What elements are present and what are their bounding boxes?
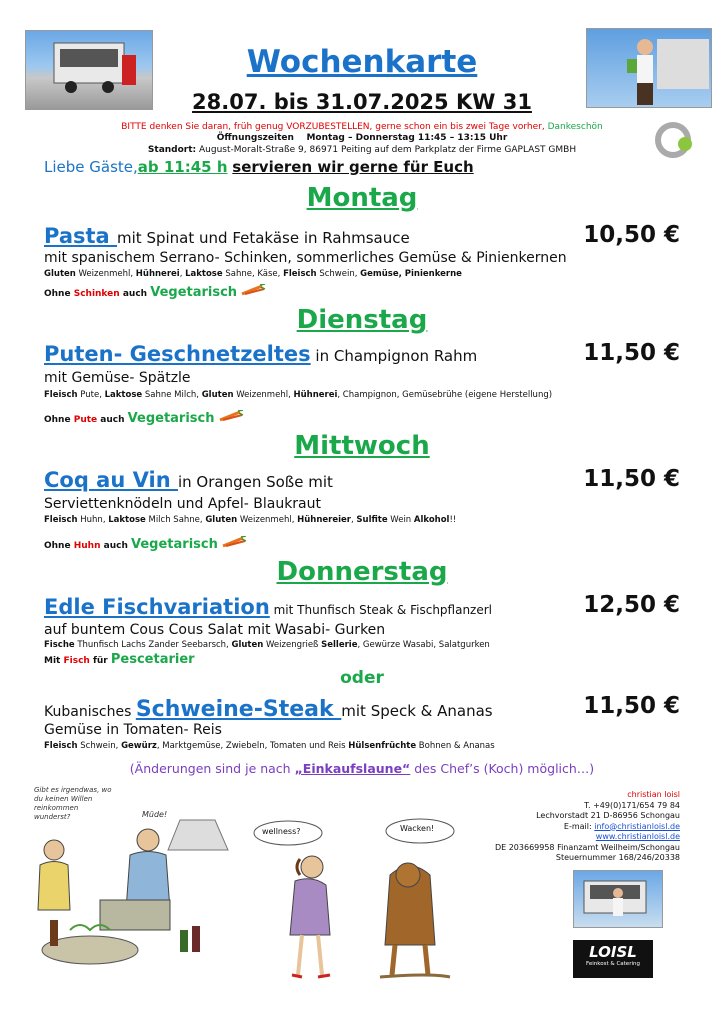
price-alternative: 11,50 €	[583, 693, 680, 719]
notice-text: BITTE denken Sie daran, früh genug VORZUBESTELLEN, gerne schon ein bis zwei Tage vorher,	[121, 122, 545, 132]
wellness-cartoon	[240, 815, 485, 985]
allergen-bold: Laktose	[104, 390, 143, 400]
notice-thanks: Dankeschön	[547, 122, 603, 132]
allergen-detail: ,	[350, 515, 357, 525]
price-montag: 10,50 €	[583, 222, 680, 248]
veg-joiner: auch	[103, 541, 128, 551]
location-value: August-Moralt-Straße 9, 86971 Peiting auf dem Parkplatz der Firme GAPLAST GMBH	[199, 145, 577, 155]
price-donnerstag: 12,50 €	[583, 592, 680, 618]
dish-name: Schweine-Steak	[135, 697, 342, 722]
oder-label: oder	[340, 668, 384, 688]
veg-label: Vegetarisch	[150, 285, 238, 300]
day-heading-dienstag: Dienstag	[296, 305, 428, 335]
changes-note	[0, 761, 724, 776]
vegetable-icon	[240, 289, 266, 299]
allergen-bold: Fleisch	[44, 741, 78, 751]
contact-phone: T. +49(0)171/654 79 84	[584, 800, 680, 810]
allergen-detail: , Marktgemüse, Zwiebeln, Tomaten und Reis	[156, 741, 349, 751]
allergen-bold: Fische	[44, 640, 75, 650]
day-heading-mittwoch: Mittwoch	[294, 431, 430, 461]
changes-post: des Chef’s (Koch) möglich…)	[410, 761, 595, 776]
contact-block	[495, 790, 680, 864]
veg-prefix: Mit	[44, 656, 61, 666]
veg-option-mittwoch	[44, 536, 247, 552]
chef-truck-photo	[573, 870, 663, 928]
allergen-detail: , Champignon, Gemüsebrühe (eigene Herstellung)	[337, 390, 553, 400]
page-title: Wochenkarte	[246, 44, 478, 80]
greeting-time: ab 11:45 h	[137, 158, 228, 176]
dish-desc: mit Spinat und Fetakäse in Rahmsauce	[117, 229, 410, 247]
allergen-detail: !!	[449, 515, 457, 525]
allergen-bold: Hühnerei	[293, 390, 338, 400]
vegetable-icon	[218, 415, 244, 425]
dish-name: Pasta	[44, 224, 118, 248]
allergen-detail: Bohnen & Ananas	[416, 741, 495, 751]
price-mittwoch: 11,50 €	[583, 466, 680, 492]
allergen-bold: Laktose	[185, 269, 223, 279]
allergen-detail: Schwein,	[77, 741, 122, 751]
veg-option-dienstag	[44, 410, 244, 426]
allergen-bold: Hühnerei	[135, 269, 180, 279]
veg-option-montag	[44, 284, 266, 300]
veg-prefix: Ohne	[44, 415, 71, 425]
email-link[interactable]: info@christianloisl.de	[594, 821, 680, 831]
allergen-detail: Weizenmehl,	[75, 269, 136, 279]
allergen-bold: Gemüse, Pinienkerne	[360, 269, 462, 279]
veg-label: Vegetarisch	[127, 411, 215, 426]
contact-name: christian loisl	[627, 790, 680, 799]
allergen-bold: Laktose	[108, 515, 146, 525]
dish-desc: mit Thunfisch Steak & Fischpflanzerl	[269, 603, 493, 617]
veg-prefix: Ohne	[44, 289, 71, 299]
dish-desc: mit Speck & Ananas	[341, 702, 493, 720]
allergen-detail: Huhn,	[77, 515, 109, 525]
dish-prefix: Kubanisches	[44, 704, 136, 720]
allergen-detail: , Gewürze Wasabi, Salatgurken	[357, 640, 490, 650]
allergen-detail: Thunfisch Lachs Zander Seebarsch,	[74, 640, 232, 650]
allergen-bold: Gluten	[231, 640, 264, 650]
veg-item: Pute	[73, 415, 98, 425]
logo-subtitle: Feinkost & Catering	[586, 961, 640, 967]
allergens-montag	[44, 269, 462, 279]
speech-wacken: Wacken!	[400, 824, 435, 833]
dish-line2-dienstag: mit Gemüse- Spätzle	[44, 370, 191, 386]
cartoon-speech-2: Müde!	[142, 810, 168, 819]
speech-wellness: wellness?	[262, 827, 301, 836]
allergens-mittwoch	[44, 515, 456, 525]
allergen-bold: Fleisch	[44, 515, 78, 525]
dish-desc: in Orangen Soße mit	[177, 473, 333, 491]
greeting-prefix: Liebe Gäste,	[44, 158, 138, 176]
dish-line2-mittwoch: Serviettenknödeln und Apfel- Blaukraut	[44, 496, 321, 512]
allergen-detail: Sahne Milch,	[142, 390, 202, 400]
allergen-bold: Fleisch	[283, 269, 317, 279]
order-notice	[0, 122, 724, 132]
veg-label: Vegetarisch	[131, 537, 218, 552]
allergen-bold: Gluten	[44, 269, 76, 279]
allergen-bold: Gluten	[205, 515, 238, 525]
allergen-bold: Gewürz	[121, 741, 157, 751]
website-link[interactable]: www.christianloisl.de	[595, 832, 680, 841]
hours-label: Öffnungszeiten	[216, 133, 294, 143]
dish-line2-montag: mit spanischem Serrano- Schinken, sommerliches Gemüse & Pinienkernen	[44, 250, 567, 266]
contact-taxnr: Steuernummer 168/246/20338	[555, 853, 680, 862]
loisl-logo	[573, 940, 653, 978]
veg-joiner: auch	[100, 415, 125, 425]
allergens-alternative	[44, 741, 495, 751]
allergen-detail: Weizenmehl,	[237, 515, 298, 525]
allergen-bold: Alkohol	[413, 515, 450, 525]
allergen-detail: Wein	[387, 515, 414, 525]
greeting	[44, 158, 474, 176]
dish-donnerstag	[44, 595, 492, 619]
kitchen-cartoon	[30, 780, 230, 980]
veg-joiner: auch	[122, 289, 148, 299]
veg-item: Schinken	[73, 289, 120, 299]
allergen-detail: Schwein,	[316, 269, 361, 279]
allergen-detail: Weizenmehl,	[233, 390, 294, 400]
contact-tax: DE 203669958 Finanzamt Weilheim/Schongau	[494, 842, 680, 852]
allergen-bold: Gluten	[201, 390, 234, 400]
allergen-bold: Sulfite	[356, 515, 388, 525]
location	[0, 145, 724, 155]
dish-montag	[44, 224, 410, 248]
allergen-bold: Sellerie	[321, 640, 358, 650]
allergens-dienstag	[44, 390, 552, 400]
veg-item: Fisch	[63, 656, 90, 666]
email-label: E-mail:	[563, 821, 592, 831]
dish-name: Puten- Geschnetzeltes	[44, 342, 311, 366]
allergen-detail: Milch Sahne,	[145, 515, 206, 525]
veg-item: Huhn	[73, 541, 101, 551]
allergen-detail: Weizengrieß	[263, 640, 322, 650]
dish-name: Edle Fischvariation	[44, 595, 270, 619]
allergens-donnerstag	[44, 640, 490, 650]
veg-prefix: Ohne	[44, 541, 71, 551]
allergen-bold: Hühnereier	[297, 515, 351, 525]
cartoon-speech-1: Gibt es irgendwas, wo du keinen Willen reinkommen wunderst?	[34, 786, 112, 821]
greeting-suffix: servieren wir gerne für Euch	[232, 158, 474, 176]
contact-address: Lechvorstadt 21 D-86956 Schongau	[536, 811, 680, 820]
changes-pre: (Änderungen sind je nach	[129, 761, 295, 776]
allergen-bold: Hülsenfrüchte	[348, 741, 417, 751]
pescetarian-option	[44, 652, 195, 667]
veg-label: Pescetarier	[110, 652, 195, 667]
date-range: 28.07. bis 31.07.2025 KW 31	[192, 90, 532, 114]
price-dienstag: 11,50 €	[583, 340, 680, 366]
dish-name: Coq au Vin	[44, 468, 178, 492]
day-heading-montag: Montag	[306, 183, 418, 213]
changes-emphasis: „Einkaufslaune“	[294, 761, 411, 776]
allergen-detail: Sahne, Käse,	[222, 269, 284, 279]
logo-text: LOISL	[589, 943, 637, 961]
dish-line2-donnerstag: auf buntem Cous Cous Salat mit Wasabi- Gurken	[44, 622, 386, 638]
dish-desc: in Champignon Rahm	[310, 347, 478, 365]
veg-joiner: für	[92, 656, 108, 666]
vegetable-icon	[221, 541, 247, 551]
dish-alternative	[44, 697, 493, 722]
allergen-detail: ,	[179, 269, 186, 279]
location-label: Standort:	[147, 145, 197, 155]
hours-value: Montag – Donnerstag 11:45 – 13:15 Uhr	[306, 133, 508, 143]
allergen-bold: Fleisch	[44, 390, 78, 400]
dish-mittwoch	[44, 468, 333, 492]
allergen-detail: Pute,	[77, 390, 105, 400]
opening-hours	[0, 133, 724, 143]
dish-line2-alternative: Gemüse in Tomaten- Reis	[44, 722, 222, 738]
day-heading-donnerstag: Donnerstag	[276, 557, 448, 587]
dish-dienstag	[44, 342, 477, 366]
contact-email-row	[495, 822, 680, 833]
